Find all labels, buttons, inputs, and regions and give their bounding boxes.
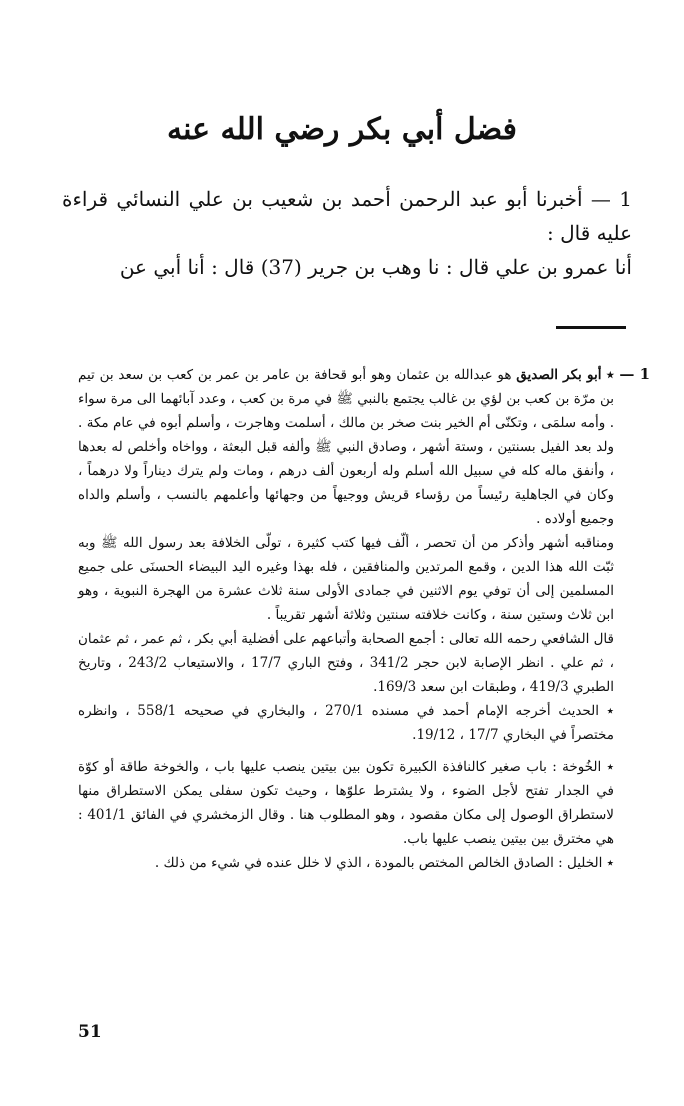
footnote-paragraph-6: ٭ الخليل : الصادق الخالص المختص بالمودة ، الذي لا خلل عنده في شيء من ذلك . xyxy=(154,855,614,871)
footnote-paragraph-5: ٭ الخُوخة : باب صغير كالنافذة الكبيرة تكون بين بيتين ينصب عليها باب ، والخوخة طاقة أو كوّة في الجدار تفتح لأجل الضوء ، ولا يشترط علوّها ، وحيث تكون سفلى يمكن الاستطراق منها لاستطراق الوصول إلى مكان مقصود ، وهو المطلوب هنا . وقال الزمخشري في الفائق 401/1 : هي مخترق بين بيتين ينصب عليها باب. xyxy=(78,759,615,847)
footnote-paragraph-4: ٭ الحديث أخرجه الإمام أحمد في مسنده 270/1 ، والبخاري في صحيحه 558/1 ، وانظره مختصراً في البخاري 17/7 ، 19/12. xyxy=(78,703,614,743)
page-number: 51 xyxy=(78,1022,102,1042)
footnote-paragraph-1 xyxy=(78,363,614,531)
footnote-subject-name: ٭ أبو بكر الصديق xyxy=(516,367,614,383)
main-text xyxy=(62,182,632,284)
footnote-divider xyxy=(556,326,626,329)
footnotes xyxy=(78,363,614,875)
footnote-paragraph-3: قال الشافعي رحمه الله تعالى : أجمع الصحابة وأتباعهم على أفضلية أبي بكر ، ثم عمر ، ثم عثمان ، ثم علي . انظر الإصابة لابن حجر 341/2 ، وفتح الباري 17/7 ، والاستيعاب 243/2 ، وتاريخ الطبري 419/3 ، وطبقات ابن سعد 169/3. xyxy=(78,631,614,695)
chapter-title: فضل أبي بكر رضي الله عنه xyxy=(167,112,517,147)
main-paragraph-2: أنا عمرو بن علي قال : نا وهب بن جرير (37) قال : أنا أبي عن xyxy=(119,255,632,279)
footnote-paragraph-1-text: هو عبدالله بن عثمان وهو أبو قحافة بن عامر بن عمر بن كعب بن سعد بن تيم بن مرّة بن كعب بن لؤي بن غالب يجتمع بالنبي ﷺ في مرة بن كعب ، وعدد آبائهما الى مرة سواء . وأمه سلمَى ، وتكنّى أم الخير بنت صخر بن مالك ، أسلمت وهاجرت ، وأسلم أبوه في عام مكة . ولد بعد الفيل بسنتين ، وستة أشهر ، وصادق النبي ﷺ وألفه قبل البعثة ، وواخاه وأخلص له بعدها ، وأنفق ماله كله في سبيل الله أسلم وله أربعون ألف درهم ، ومات ولم يترك ديناراً ولا درهماً ، وكان في الجاهلية رئيساً من رؤساء قريش ووجيهاً من وجهائها وأعلمهم بالنسب ، وأسلم والداه وجميع أولاده . xyxy=(78,367,614,527)
main-paragraph-1: 1 — أخبرنا أبو عبد الرحمن أحمد بن شعيب بن علي النسائي قراءة عليه قال : xyxy=(62,187,632,245)
footnote-number: 1 — xyxy=(619,365,650,383)
footnote-paragraph-2: ومناقبه أشهر وأذكر من أن تحصر ، ألّف فيها كتب كثيرة ، تولّى الخلافة بعد رسول الله ﷺ وبه ثبّت الله هذا الدين ، وقمع المرتدين والمنافقين ، فله بهذا وغيره اليد البيضاء الحسنَى على جميع المسلمين إلى أن توفي يوم الاثنين في جمادى الأولى سنة ثلاث عشرة من الهجرة النبوية ، وهو ابن ثلاث وستين سنة ، وكانت خلافته سنتين وثلاثة أشهر تقريباً . xyxy=(78,535,614,623)
